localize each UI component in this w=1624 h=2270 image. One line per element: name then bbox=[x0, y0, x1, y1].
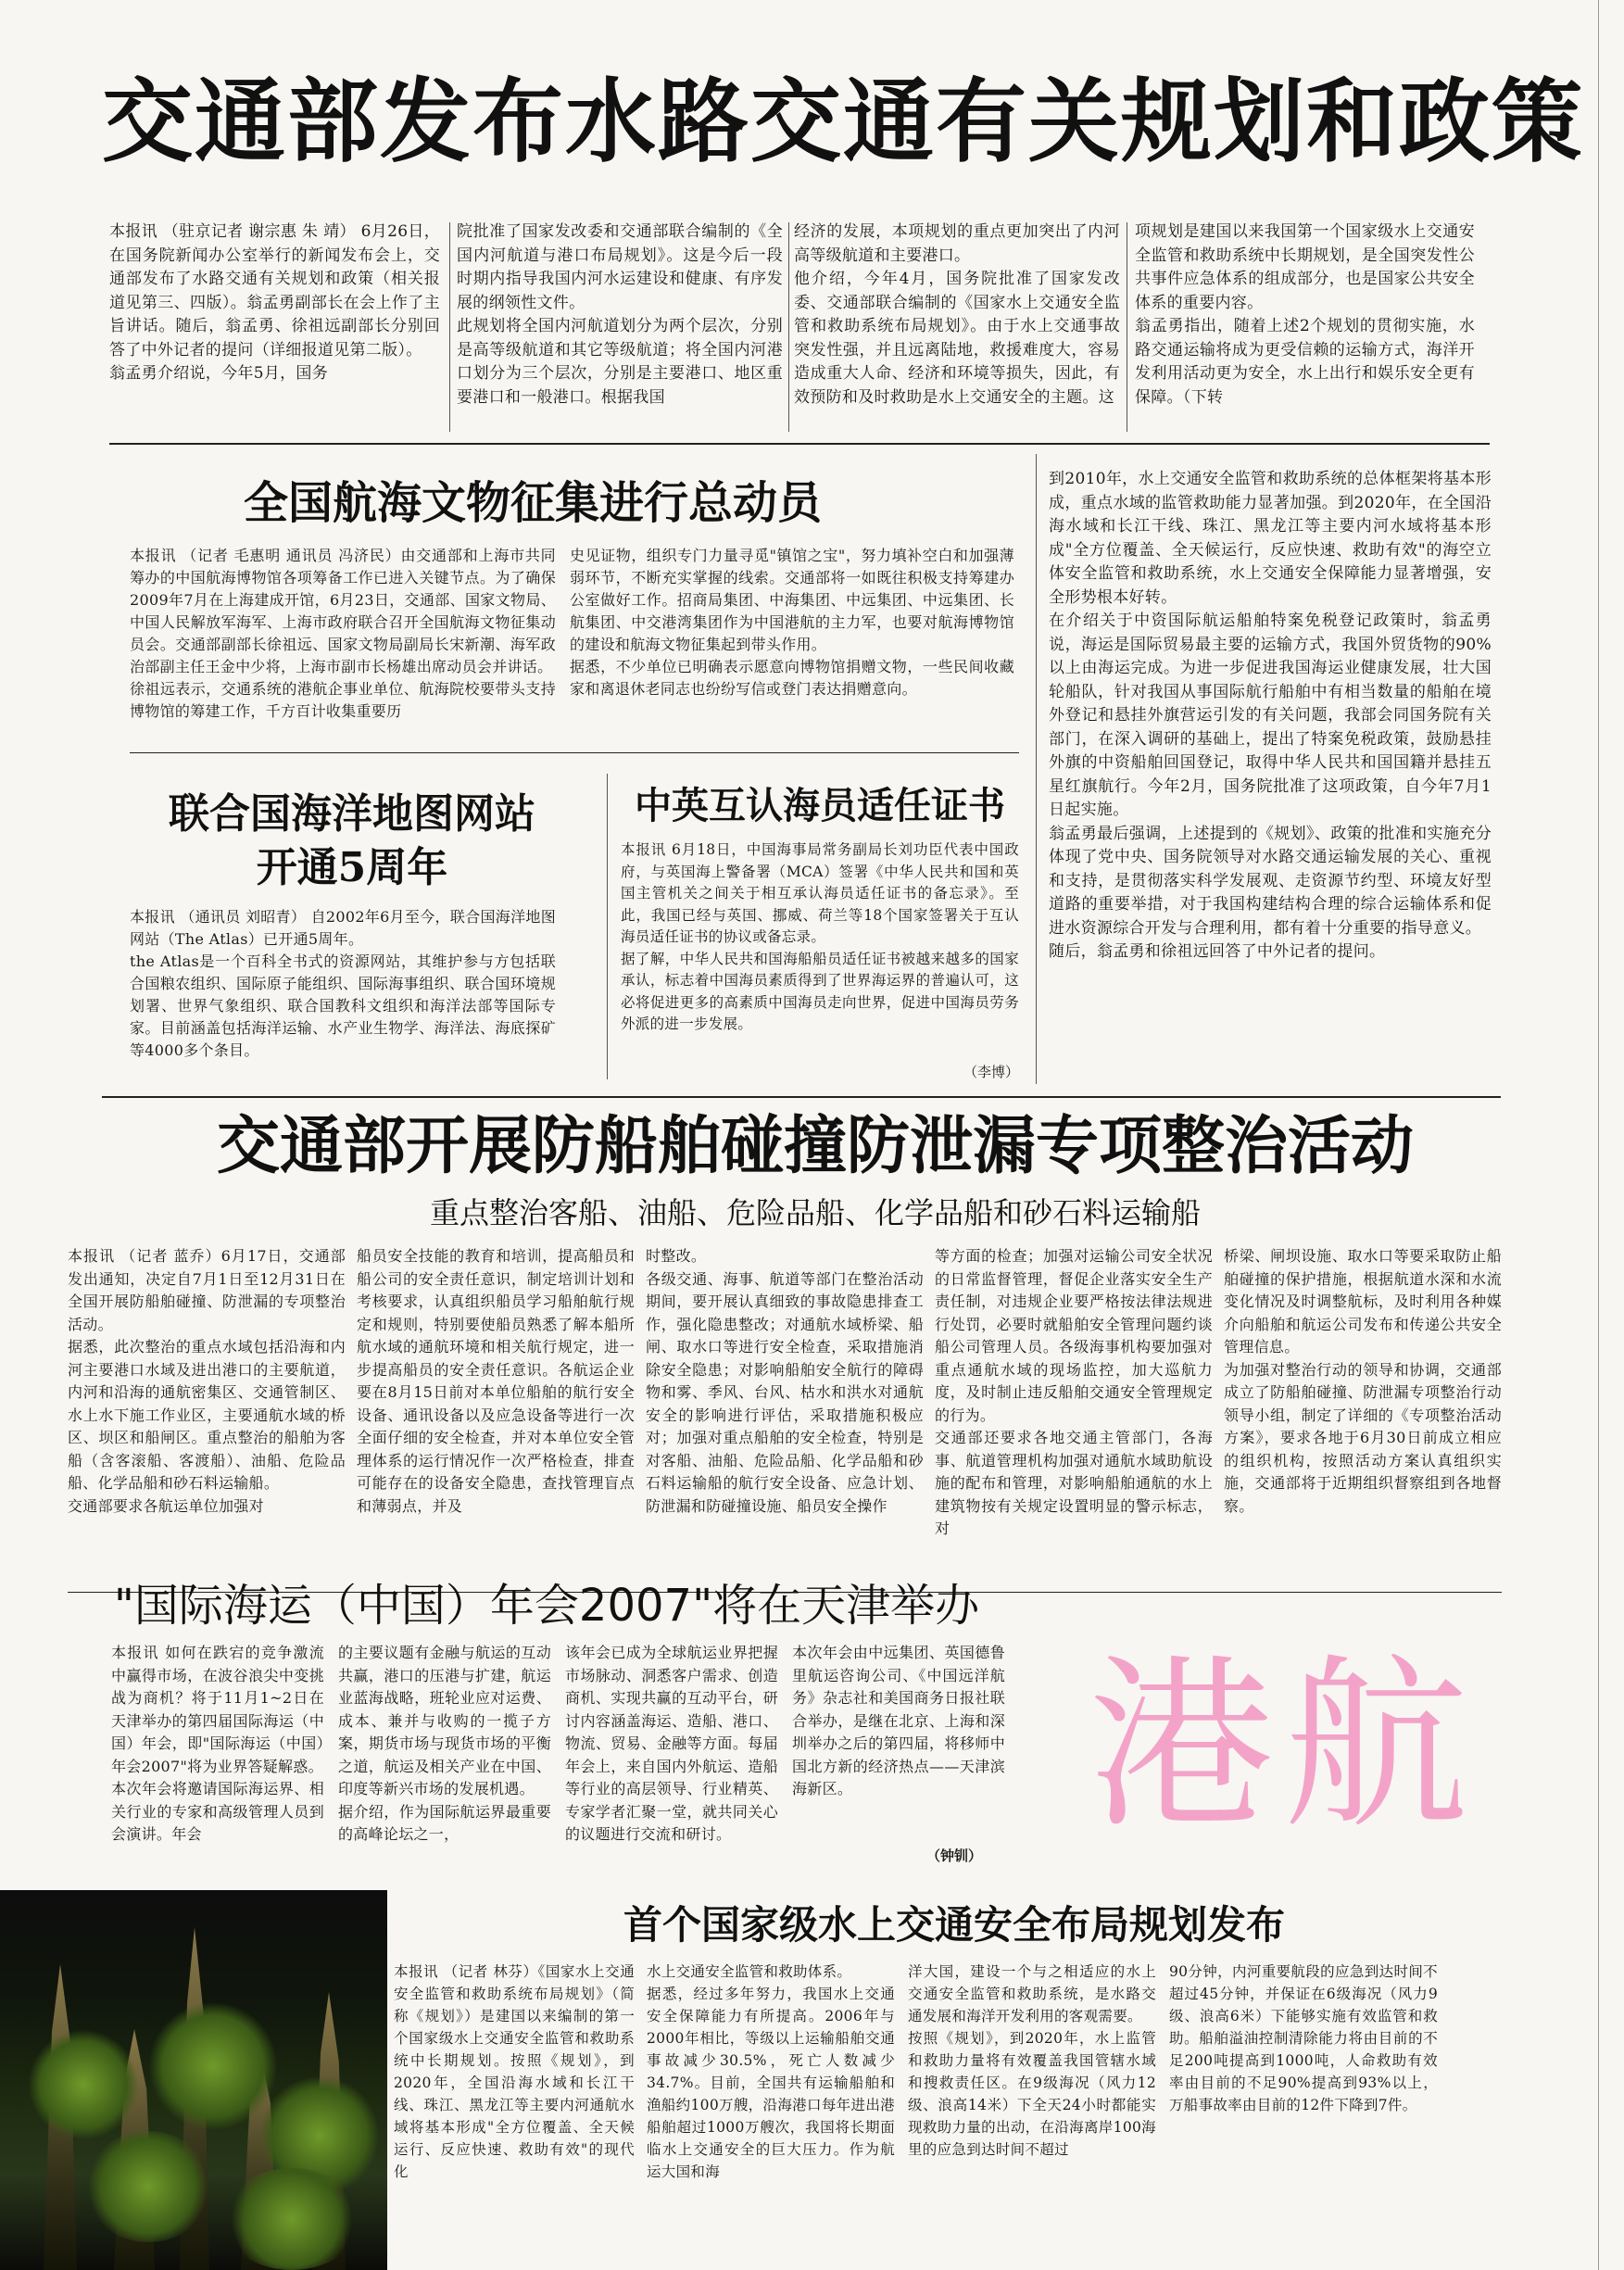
atlas-headline-line2: 开通5周年 bbox=[256, 844, 448, 891]
collision-column-3: 时整改。 各级交通、海事、航道等部门在整治活动期间，要开展认真细致的事故隐患排查工作，强化隐患整改；对通航水域桥梁、船闸、取水口等进行安全检查，采取措施消除安全隐患；对影响船舶安全航行的障碍物和雾、季风、台风、枯水和洪水对通航安全的影响进行评估，采取措施积极应对；加强对重点船舶的安全检查，特别是对客船、油船、危险品船、化学品船和砂石料运输船的航行安全设备、应急计划、防泄漏和防碰撞设施、船员安全操作 bbox=[646, 1247, 924, 1515]
congress-byline: （钟钏） bbox=[925, 1848, 982, 1864]
congress-column-2: 的主要议题有金融与航运的互动共赢，港口的压港与扩建，航运业蓝海战略，班轮业应对运费、成本、兼并与收购的一揽子方案，期货市场与现货市场的平衡之道，航运及相关产业在中国、印度等新兴市场的发展机遇。 据介绍，作为国际航运界最重要的高峰论坛之一， bbox=[338, 1644, 551, 1843]
congress-column-1: 本报讯 如何在跌宕的竞争激流中赢得市场，在波谷浪尖中变挑战为商机？将于11月1~2日在天津举办的第四届国际海运（中国）年会，即"国际海运（中国）年会2007"将为业界答疑解惑。 本次年会将邀请国际海运界、相关行业的专家和高级管理人员到会演讲。年会 bbox=[111, 1644, 324, 1843]
section-rule bbox=[102, 1096, 1501, 1098]
section-rule bbox=[130, 752, 1019, 753]
column-divider bbox=[788, 222, 789, 432]
seafarer-body: 本报讯 6月18日，中国海事局常务副局长刘功臣代表中国政府，与英国海上警备署（MCA）签署《中华人民共和国和英国主管机关之间关于相互承认海员适任证书的备忘录》。至此，我国已经与英国、挪威、荷兰等18个国家签署关于互认海员适任证书的协议或备忘录。 据了解，中华人民共和国海船船员适任证书被越来越多的国家承认，标志着中国海员素质得到了世界海运界的普遍认可，这必将促进更多的高素质中国海员走向世界，促进中国海员劳务外派的进一步发展。 bbox=[621, 841, 1019, 1032]
column-divider bbox=[1036, 454, 1037, 1084]
seafarer-headline: 中英互认海员适任证书 bbox=[635, 784, 1005, 827]
seafarer-byline: （李博） bbox=[963, 1064, 1019, 1080]
main-column-3: 经济的发展，本项规划的重点更加突出了内河高等级航道和主要港口。 他介绍，今年4月，国务院批准了国家发改委、交通部联合编制的《国家水上交通安全监管和救助系统布局规划》。由于水上交通事故突发性强，并且远离陆地，救援难度大，容易造成重大人命、经济和环境等损失，因此，有效预防和及时救助是水上交通安全的主题。这 bbox=[794, 222, 1120, 407]
landscape-photo bbox=[0, 1890, 387, 2270]
congress-headline: "国际海运（中国）年会2007"将在天津举办 bbox=[113, 1580, 980, 1632]
safety-column-1: 本报讯 （记者 林芬）《国家水上交通安全监管和救助系统布局规划》（简称《规划》）是建国以来编制的第一个国家级水上交通安全监管和救助系统中长期规划。按照《规划》，到2020年，全国沿海水域和长江干线、珠江、黑龙江等主要内河通航水域将基本形成"全方位覆盖、全天候运行、反应快速、救助有效"的现代化 bbox=[394, 1963, 635, 2180]
congress-column-4: 本次年会由中远集团、英国德鲁里航运咨询公司、《中国远洋航务》杂志社和美国商务日报社联合举办，是继在北京、上海和深圳举办之后的第四届，将移师中国北方新的经济热点——天津滨海新区。 bbox=[792, 1644, 1005, 1797]
safety-headline: 首个国家级水上交通安全布局规划发布 bbox=[623, 1902, 1285, 1948]
main-continuation: 到2010年，水上交通安全监管和救助系统的总体框架将基本形成，重点水域的监管救助能力显著加强。到2020年，在全国沿海水域和长江干线、珠江、黑龙江等主要内河水域将基本形成"全方位覆盖、全天候运行，反应快速、救助有效"的海空立体安全监管和救助系统，水上交通安全保障能力显著增强，安全形势根本好转。 在介绍关于中资国际航运船舶特案免税登记政策时，翁孟勇说，海运是国际贸易最主要的运输方式，我国外贸货物的90%以上由海运完成。为进一步促进我国海运业健康发展，壮大国轮船队，针对我国从事国际航行船舶中有相当数量的船舶在境外登记和悬挂外旗营运引发的有关问题，我部会同国务院有关部门，在深入调研的基础上，提出了特案免税政策，鼓励悬挂外旗的中资船舶回国登记，取得中华人民共和国国籍并悬挂五星红旗航行。今年2月，国务院批准了这项政策，自今年7月1日起实施。 翁孟勇最后强调，上述提到的《规划》、政策的批准和实施充分体现了党中央、国务院领导对水路交通运输发展的关心、重视和支持，是贯彻落实科学发展观、走资源节约型、环境友好型道路的重要举措，对于我国构建结构合理的综合运输体系和促进水资源综合开发与合理利用，都有着十分重要的指导意义。 随后，翁孟勇和徐祖远回答了中外记者的提问。 bbox=[1049, 470, 1492, 961]
relics-column-1: 本报讯 （记者 毛惠明 通讯员 冯济民）由交通部和上海市共同筹办的中国航海博物馆各项筹备工作已进入关键节点。为了确保2009年7月在上海建成开馆，6月23日，交通部、国家文物局、中国人民解放军海军、上海市政府联合召开全国航海文物征集动员会。交通部副部长徐祖远、国家文物局副局长宋新潮、海军政治部副主任王金中少将，上海市副市长杨雄出席动员会并讲话。 徐祖远表示，交通系统的港航企事业单位、航海院校要带头支持博物馆的筹建工作，千方百计收集重要历 bbox=[130, 547, 556, 720]
congress-column-3: 该年会已成为全球航运业界把握市场脉动、洞悉客户需求、创造商机、实现共赢的互动平台，研讨内容涵盖海运、造船、港口、物流、贸易、金融等方面。每届年会上，来自国内外航运、造船等行业的高层领导、行业精英、专家学者汇聚一堂，就共同关心的议题进行交流和研讨。 bbox=[565, 1644, 778, 1843]
safety-column-4: 90分钟，内河重要航段的应急到达时间不超过45分钟，并保证在6级海况（风力9级、浪高6米）下能够实施有效监管和救助。船舶溢油控制清除能力将由目前的不足200吨提高到1000吨，人命救助有效率由目前的不足90%提高到93%以上，万船事故率由目前的12件下降到7件。 bbox=[1169, 1963, 1438, 2113]
column-divider bbox=[607, 774, 608, 1079]
column-divider bbox=[449, 222, 450, 432]
page-edge-line bbox=[1598, 0, 1599, 2270]
collision-column-1: 本报讯 （记者 蓝乔）6月17日，交通部发出通知，决定自7月1日至12月31日在全国开展防船舶碰撞、防泄漏的专项整治活动。 据悉，此次整治的重点水域包括沿海和内河主要港口水域及进出港口的主要航道，内河和沿海的通航密集区、交通管制区、水上水下施工作业区，主要通航水域的桥区、坝区和船闸区。重点整治的船舶为客船（含客滚船、客渡船）、油船、危险品船、化学品船和砂石料运输船。 交通部要求各航运单位加强对 bbox=[68, 1247, 346, 1515]
section-rule bbox=[109, 443, 1490, 445]
relics-column-2: 史见证物，组织专门力量寻觅"镇馆之宝"，努力填补空白和加强薄弱环节，不断充实掌握的线索。交通部将一如既往积极支持筹建办公室做好工作。招商局集团、中海集团、中远集团、中远集团、长航集团、中交港湾集团作为中国港航的主力军，也要对航海博物馆的建设和航海文物征集起到带头作用。 据悉，不少单位已明确表示愿意向博物馆捐赠文物，一些民间收藏家和离退休老同志也纷纷写信或登门表达捐赠意向。 bbox=[570, 547, 1014, 698]
main-column-2: 院批准了国家发改委和交通部联合编制的《全国内河航道与港口布局规划》。这是今后一段时期内指导我国内河水运建设和健康、有序发展的纲领性文件。 此规划将全国内河航道划分为两个层次，分别是高等级航道和其它等级航道；将全国内河港口划分为三个层次，分别是主要港口、地区重要港口和一般港口。根据我国 bbox=[457, 222, 783, 407]
safety-column-2: 水上交通安全监管和救助体系。 据悉，经过多年努力，我国水上交通安全保障能力有所提高。2006年与2000年相比，等级以上运输船舶交通事故减少30.5%，死亡人数减少34.7%。目前，全国共有运输船舶和渔船约100万艘，沿海港口每年进出港船舶超过1000万艘次，我国将长期面临水上交通安全的巨大压力。作为航运大国和海 bbox=[647, 1963, 895, 2180]
collision-column-4: 等方面的检查；加强对运输公司安全状况的日常监督管理，督促企业落实安全生产责任制，对违规企业要严格按法律法规进行处罚，必要时就船舶安全管理问题约谈船公司管理人员。各级海事机构要加强对重点通航水域的现场监控，加大巡航力度，及时制止违反船舶交通安全管理规定的行为。 交通部还要求各地交通主管部门，各海事、航道管理机构加强对通航水域助航设施的配布和管理，对影响船舶通航的水上建筑物按有关规定设置明显的警示标志，对 bbox=[935, 1247, 1213, 1537]
collision-column-2: 船员安全技能的教育和培训，提高船员和船公司的安全责任意识，制定培训计划和考核要求，认真组织船员学习船舶航行规定和规则，特别要使船员熟悉了解本船所航水域的通航环境和相关航行规定，进一步提高船员的安全责任意识。各航运企业要在8月15日前对本单位船舶的航行安全设备、通讯设备以及应急设备等进行一次全面仔细的安全检查，并对本单位安全管理体系的运行情况作一次严格检查，排查可能存在的设备安全隐患，查找管理盲点和薄弱点，并及 bbox=[357, 1247, 635, 1515]
atlas-headline-line1: 联合国海洋地图网站 bbox=[169, 790, 535, 838]
collision-column-5: 桥梁、闸坝设施、取水口等要采取防止船舶碰撞的保护措施，根据航道水深和水流变化情况及时调整航标，及时利用各种媒介向船舶和航运公司发布和传递公共安全管理信息。 为加强对整治行动的领导和协调，交通部成立了防船舶碰撞、防泄漏专项整治行动领导小组，制定了详细的《专项整治活动方案》，要求各地于6月30日前成立相应的组织机构，按照活动方案认真组织实施，交通部将于近期组织督察组到各地督察。 bbox=[1224, 1247, 1502, 1515]
collision-headline: 交通部开展防船舶碰撞防泄漏专项整治活动 bbox=[216, 1109, 1414, 1183]
atlas-body: 本报讯 （通讯员 刘昭青） 自2002年6月至今，联合国海洋地图网站（The Atlas）已开通5周年。 the Atlas是一个百科全书式的资源网站，其维护参与方包括联合国粮农组织、国际原子能组织、国际海事组织、联合国环境规划署、世界气象组织、联合国教科文组织和海洋法部等国际专家。目前涵盖包括海洋运输、水产业生物学、海洋法、海底探矿等4000多个条目。 bbox=[130, 908, 556, 1059]
safety-column-3: 洋大国，建设一个与之相适应的水上交通安全监管和救助系统，是水路交通发展和海洋开发利用的客观需要。 按照《规划》，到2020年，水上监管和救助力量将有效覆盖我国管辖水域和搜救责任区。在9级海况（风力12级、浪高14米）下全天24小时都能实现救助力量的出动，在沿海离岸100海里的应急到达时间不超过 bbox=[908, 1963, 1156, 2158]
main-headline: 交通部发布水路交通有关规划和政策 bbox=[102, 69, 1585, 175]
relics-headline: 全国航海文物征集进行总动员 bbox=[243, 477, 822, 529]
main-column-4: 项规划是建国以来我国第一个国家级水上交通安全监管和救助系统中长期规划，是全国突发性公共事件应急体系的组成部分，也是国家公共安全体系的重要内容。 翁孟勇指出，随着上述2个规划的贯彻实施，水路交通运输将成为更受信赖的运输方式，海洋开发利用活动更为安全，水上出行和娱乐安全更有保障。（下转 bbox=[1135, 222, 1475, 407]
main-column-1: 本报讯 （驻京记者 谢宗惠 朱 靖） 6月26日，在国务院新闻办公室举行的新闻发布会上，交通部发布了水路交通有关规划和政策（相关报道见第三、四版）。翁孟勇副部长在会上作了主旨讲话。随后，翁孟勇、徐祖远副部长分别回答了中外记者的提问（详细报道见第二版）。 翁孟勇介绍说，今年5月，国务 bbox=[109, 222, 440, 383]
collision-subheadline: 重点整治客船、油船、危险品船、化学品船和砂石料运输船 bbox=[429, 1195, 1201, 1230]
column-logo-gangHang: 港航 bbox=[1088, 1638, 1478, 1854]
